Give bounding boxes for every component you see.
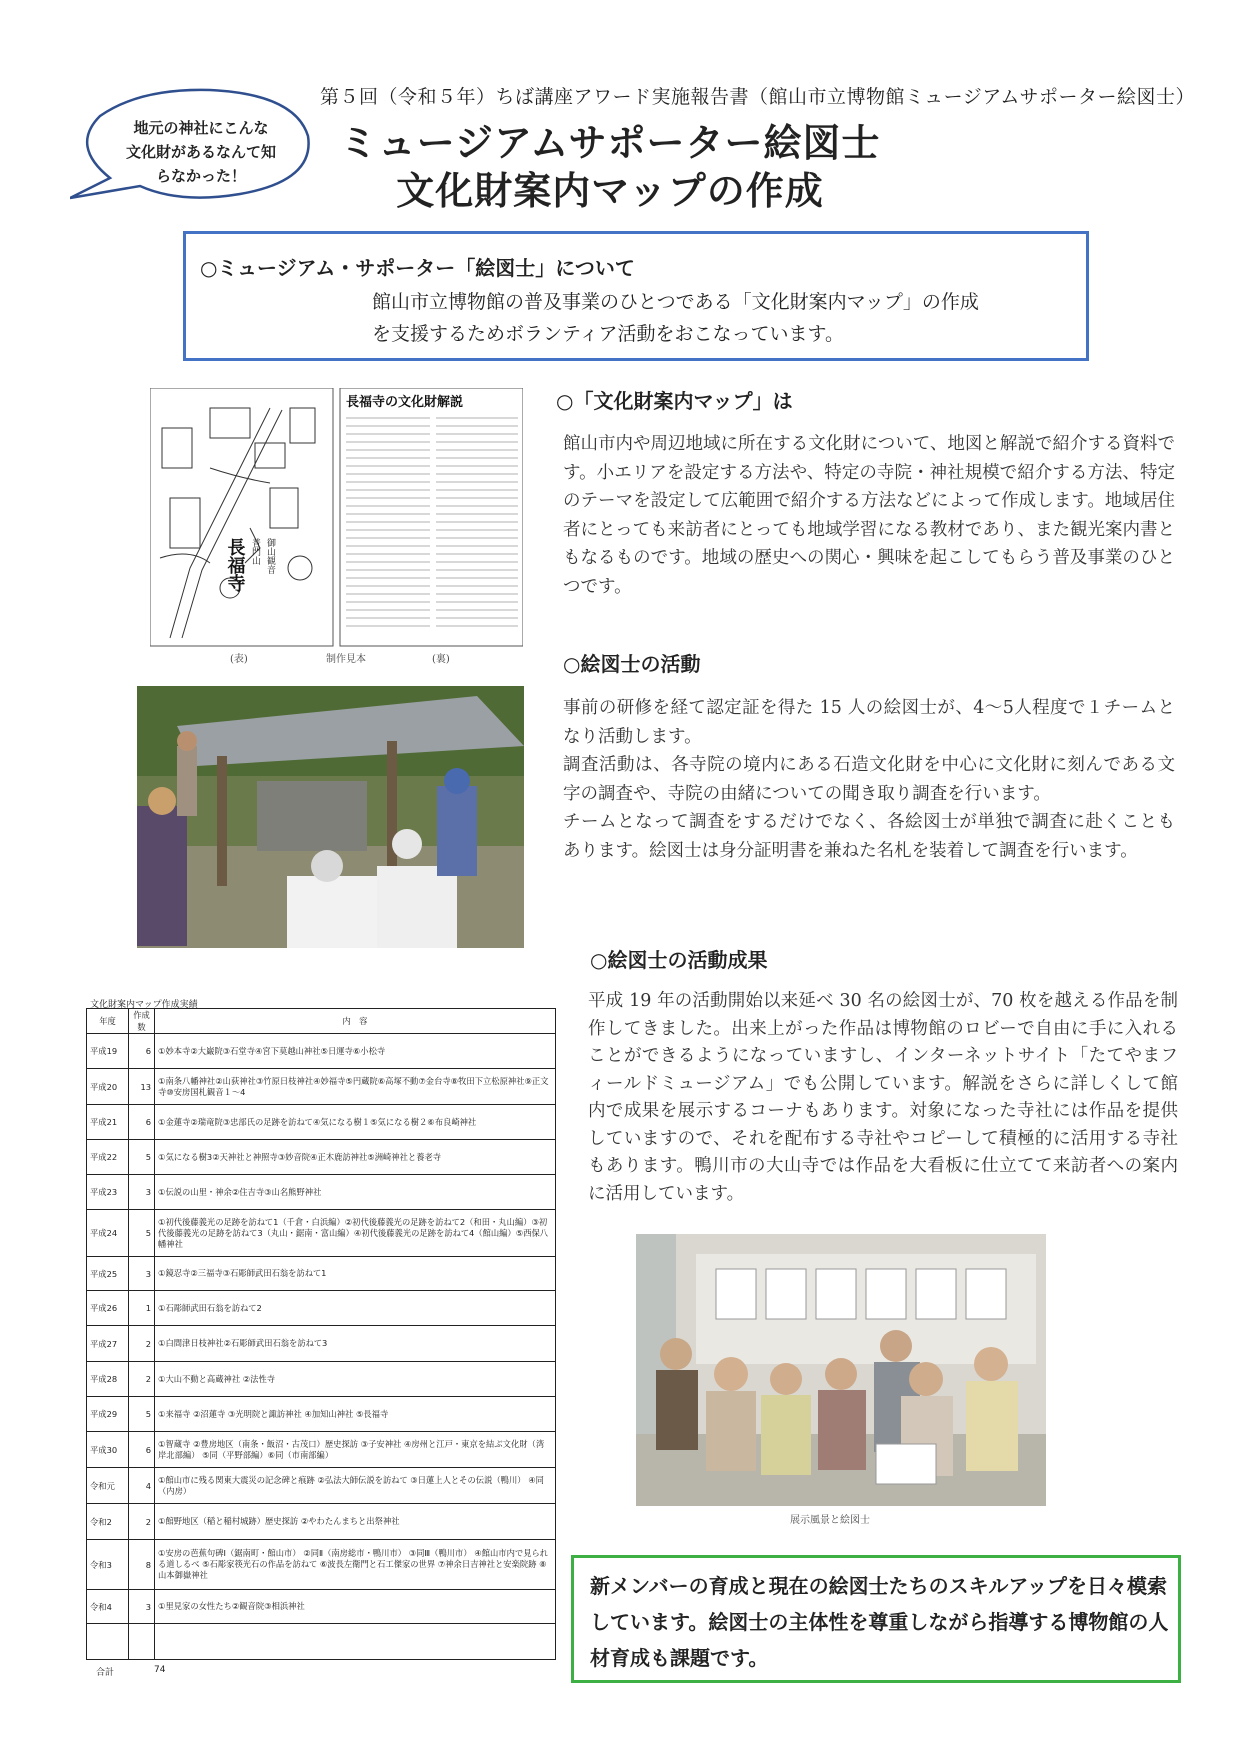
year-cell: 令和4: [87, 1590, 129, 1624]
table-row: [87, 1210, 556, 1257]
content-cell: ①伝説の山里・神余②住吉寺③山名熊野神社: [155, 1175, 556, 1210]
count-cell: 2: [129, 1504, 155, 1540]
map-caption-left: (表): [230, 654, 248, 665]
map-caption-right: (裏): [432, 654, 450, 665]
content-cell: ①館野地区（稲と稲村城跡）歴史探訪 ②やわたんまちと出祭神社: [155, 1504, 556, 1540]
count-cell: 6: [129, 1034, 155, 1069]
intro-line2: を支援するためボランティア活動をおこなっています。: [372, 323, 844, 345]
year-cell: 令和元: [87, 1468, 129, 1504]
count-cell: 6: [129, 1432, 155, 1468]
content-cell: ①金蓮寺②瑞竜院③忠部氏の足跡を訪ねて④気になる樹１⑤気になる樹２⑥布良崎神社: [155, 1105, 556, 1140]
table-row: [87, 1362, 556, 1397]
table-row: [87, 1540, 556, 1590]
table-row: [87, 1326, 556, 1362]
year-cell: 平成30: [87, 1432, 129, 1468]
content-cell: ①里見家の女性たち②観音院③相浜神社: [155, 1590, 556, 1624]
count-cell: 2: [129, 1362, 155, 1397]
year-cell: 平成22: [87, 1140, 129, 1175]
col-count-header: 作成数: [129, 1009, 155, 1034]
year-cell: 平成27: [87, 1326, 129, 1362]
map-label-sub2: 御山観音: [265, 538, 275, 574]
count-cell: 5: [129, 1210, 155, 1257]
exhibition-photo-image: [636, 1234, 1046, 1506]
activity-p1: 事前の研修を経て認定証を得た 15 人の絵図士が、4～5人程度で１チームとなり活動します。: [563, 698, 1175, 747]
content-cell: ①大山不動と高蔵神社 ②法性寺: [155, 1362, 556, 1397]
col-year-header: 年度: [87, 1009, 129, 1034]
content-cell: [155, 1624, 556, 1660]
activity-body: [563, 694, 1175, 865]
content-cell: ①南条八幡神社②山荻神社③竹原日枝神社④妙福寺⑤円蔵院⑥高塚不動⑦金台寺⑧牧田下立松原神社⑨正文寺⑩安房国札観音１～4: [155, 1069, 556, 1105]
intro-text: [372, 286, 1072, 350]
page-title-line2: 文化財案内マップの作成: [396, 169, 824, 213]
table-row: [87, 1140, 556, 1175]
activity-p2: 調査活動は、各寺院の境内にある石造文化財を中心に文化財に刻んである文字の調査や、寺院の由緒についての聞き取り調査を行います。: [563, 755, 1175, 804]
year-cell: [87, 1624, 129, 1660]
table-row: [87, 1291, 556, 1326]
table-row: [87, 1590, 556, 1624]
year-cell: 平成26: [87, 1291, 129, 1326]
works-table-title: 文化財案内マップ作成実績: [90, 1000, 198, 1010]
table-row: [87, 1034, 556, 1069]
bubble-line1: 地元の神社にこんな: [133, 119, 269, 137]
year-cell: 令和3: [87, 1540, 129, 1590]
table-row: [87, 1257, 556, 1291]
works-table: [86, 1008, 556, 1660]
intro-heading: ○ミュージアム・サポーター「絵図士」について: [200, 256, 635, 280]
works-table-header-row: [87, 1009, 556, 1034]
table-row: [87, 1432, 556, 1468]
table-row: [87, 1397, 556, 1432]
year-cell: 平成20: [87, 1069, 129, 1105]
content-cell: ①来福寺 ②沼蓮寺 ③光明院と諏訪神社 ④加知山神社 ⑤長福寺: [155, 1397, 556, 1432]
count-cell: 3: [129, 1590, 155, 1624]
activity-p3: チームとなって調査をするだけでなく、各絵図士が単独で調査に赴くこともあります。絵図士は身分証明書を兼ねた名札を装着して調査を行います。: [563, 812, 1175, 861]
results-body: 平成 19 年の活動開始以来延べ 30 名の絵図士が、70 枚を越える作品を制作してきました。出来上がった作品は博物館のロビーで自由に手に入れることができるようになっていますし、インターネットサイト「たてやまフィールドミュージアム」でも公開しています。解説をさらに詳しくして館内で成果を展示するコーナもあります。対象になった寺社には作品を提供していますので、それを配布する寺社やコピーして積極的に活用する寺社もあります。鴨川市の大山寺では作品を大看板に仕立てて来訪者への案内に活用しています。: [588, 991, 1178, 1204]
report-header: 第５回（令和５年）ちば講座アワード実施報告書（館山市立博物館ミュージアムサポーター絵図士）: [320, 86, 1196, 108]
table-total-label: 合計: [96, 1668, 115, 1678]
survey-photo-image: [137, 686, 524, 948]
content-cell: ①初代後藤義光の足跡を訪ねて1（千倉・白浜編）②初代後藤義光の足跡を訪ねて2（和田・丸山編）③初代後藤義光の足跡を訪ねて3（丸山・鋸南・富山編）④初代後藤義光の足跡を訪ねて4（館山編）⑤西保八幡神社: [155, 1210, 556, 1257]
count-cell: [129, 1624, 155, 1660]
content-cell: ①安房の芭蕉句碑Ⅰ（鋸南町・館山市） ②同Ⅱ（南房総市・鴨川市） ③同Ⅲ（鴨川市） ④館山市内で見られる道しるべ ⑤石彫家筷光石の作品を訪ねて ⑥波長左衛門と石工傑家の世界 ⑦神余日吉神社と安楽院跡 ⑧山本御嶽神社: [155, 1540, 556, 1590]
map-sample-figure: [150, 388, 523, 665]
content-cell: ①石彫師武田石翁を訪ねて2: [155, 1291, 556, 1326]
year-cell: 平成28: [87, 1362, 129, 1397]
intro-line1: 館山市立博物館の普及事業のひとつである「文化財案内マップ」の作成: [372, 291, 979, 313]
content-cell: ①気になる樹3②天神社と神照寺③妙音院④正木鹿訪神社⑤洲崎神社と養老寺: [155, 1140, 556, 1175]
map-label-main: 長福寺: [224, 538, 246, 592]
bubble-line3: らなかった！: [155, 167, 246, 185]
activity-heading: ○絵図士の活動: [563, 652, 701, 676]
map-right-title: 長福寺の文化財解説: [346, 395, 464, 410]
speech-bubble-text: [96, 116, 306, 188]
year-cell: 令和2: [87, 1504, 129, 1540]
table-row: [87, 1504, 556, 1540]
content-cell: ①智蔵寺 ②豊房地区（南条・飯沼・古茂口）歴史探訪 ③子安神社 ④房州と江戸・東京を結ぶ文化財（湾岸北部編） ⑤同（平野部編）⑥同（市南部編）: [155, 1432, 556, 1468]
table-total-value: 74: [154, 1665, 166, 1675]
table-row: [87, 1624, 556, 1660]
count-cell: 1: [129, 1291, 155, 1326]
count-cell: 2: [129, 1326, 155, 1362]
count-cell: 13: [129, 1069, 155, 1105]
count-cell: 5: [129, 1140, 155, 1175]
results-heading: ○絵図士の活動成果: [590, 948, 768, 972]
content-cell: ①妙本寺②大巌院③石堂寺④宮下莫越山神社⑤日運寺⑥小松寺: [155, 1034, 556, 1069]
closing-text: 新メンバーの育成と現在の絵図士たちのスキルアップを日々模索しています。絵図士の主体性を尊重しながら指導する博物館の人材育成も課題です。: [590, 1574, 1169, 1670]
count-cell: 3: [129, 1175, 155, 1210]
count-cell: 3: [129, 1257, 155, 1291]
col-content-header: 内 容: [155, 1009, 556, 1034]
map-label-sub1: 普門山: [250, 538, 260, 565]
speech-bubble: [70, 86, 320, 204]
map-sample-drawing: [150, 388, 523, 648]
content-cell: ①鏡忍寺②三福寺③石彫師武田石翁を訪ねて1: [155, 1257, 556, 1291]
page-title-line1: ミュージアムサポーター絵図士: [339, 121, 881, 165]
intro-box: [183, 231, 1089, 361]
table-row: [87, 1175, 556, 1210]
content-cell: ①白間津日枝神社②石彫師武田石翁を訪ねて3: [155, 1326, 556, 1362]
map-section-heading: ○「文化財案内マップ」は: [556, 389, 793, 413]
year-cell: 平成25: [87, 1257, 129, 1291]
table-row: [87, 1468, 556, 1504]
year-cell: 平成19: [87, 1034, 129, 1069]
table-row: [87, 1069, 556, 1105]
closing-box: [571, 1555, 1181, 1683]
map-caption-mid: 制作見本: [326, 654, 366, 665]
table-row: [87, 1105, 556, 1140]
bubble-line2: 文化財があるなんて知: [125, 143, 276, 161]
exhibition-photo: [636, 1234, 1046, 1506]
map-section-body: 館山市内や周辺地域に所在する文化財について、地図と解説で紹介する資料です。小エリアを設定する方法や、特定の寺院・神社規模で紹介する方法、特定のテーマを設定して広範囲で紹介する方法などによって作成します。地域居住者にとっても来訪者にとっても地域学習になる教材であり、また観光案内書ともなるものです。地域の歴史への関心・興味を起こしてもらう普及事業のひとつです。: [563, 434, 1175, 597]
year-cell: 平成21: [87, 1105, 129, 1140]
year-cell: 平成23: [87, 1175, 129, 1210]
exhibition-photo-caption: 展示風景と絵図士: [790, 1515, 870, 1526]
content-cell: ①館山市に残る関東大震災の記念碑と痕跡 ②弘法大師伝説を訪ねて ③日蓮上人とその伝説（鴨川） ④同（内房）: [155, 1468, 556, 1504]
count-cell: 5: [129, 1397, 155, 1432]
year-cell: 平成24: [87, 1210, 129, 1257]
survey-photo: [137, 686, 524, 948]
count-cell: 8: [129, 1540, 155, 1590]
count-cell: 6: [129, 1105, 155, 1140]
count-cell: 4: [129, 1468, 155, 1504]
year-cell: 平成29: [87, 1397, 129, 1432]
